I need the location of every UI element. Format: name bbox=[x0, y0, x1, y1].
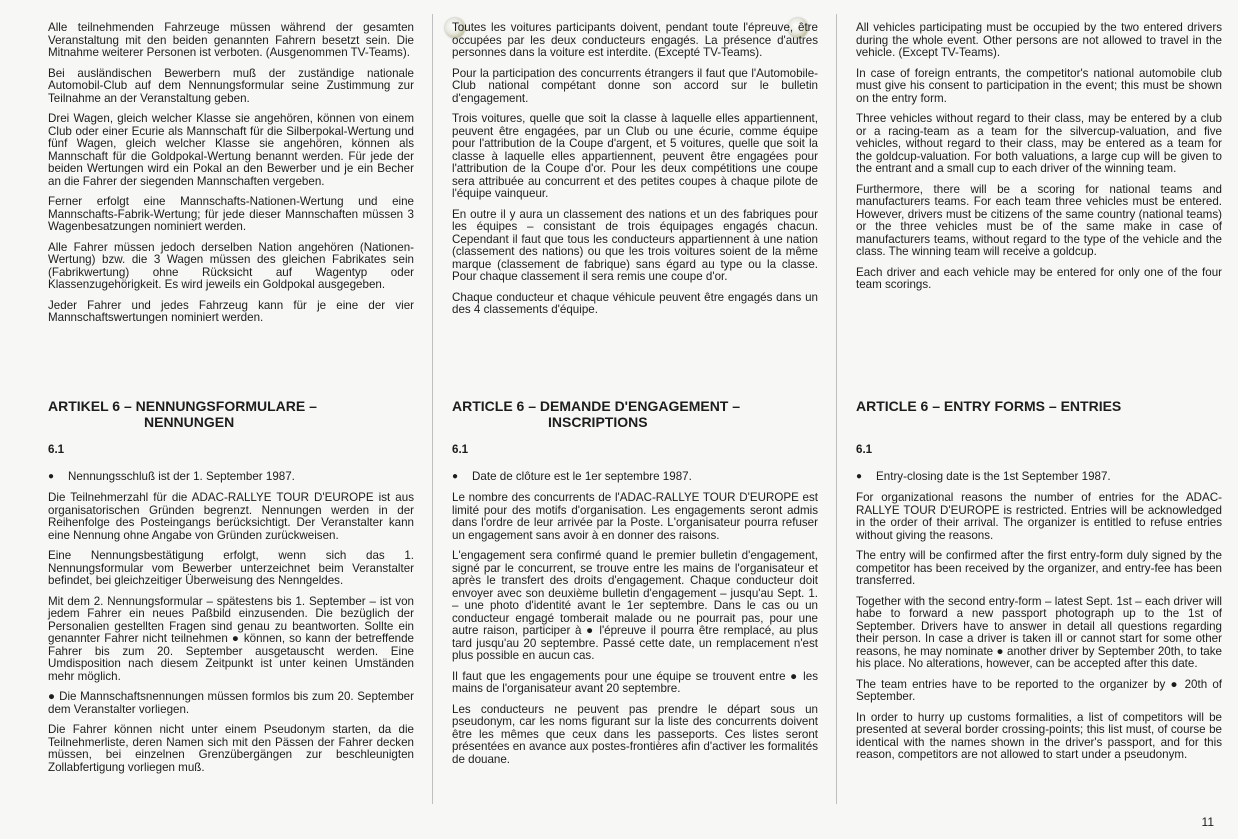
english-intro bbox=[856, 22, 1222, 372]
paragraph: Together with the second entry-form – latest Sept. 1st – each driver will habe to forward a new passport photograph up to the 1st of September. Drivers have to answer in detail all questions regarding their person. In case a driver is taken ill or cannot start for some other reasons, he may nominate ● another driver by September 20th, to take his place. No alterations, however, can be accepted after this date. bbox=[856, 594, 1222, 670]
english-column bbox=[856, 22, 1222, 770]
paragraph: Die Fahrer können nicht unter einem Pseudonym starten, da die Teilnehmerliste, deren Namen sich mit den Pässen der Fahrer decken müssen, bei einzelnen Grenzübergängen zur beschleunigten Zollabfertigung vorliegen muß. bbox=[48, 723, 414, 774]
german-intro bbox=[48, 22, 414, 372]
bullet-item: ● Entry-closing date is the 1st September 1987. bbox=[856, 471, 1222, 485]
column-divider bbox=[432, 14, 433, 804]
heading-line: ARTICLE 6 – DEMANDE D'ENGAGEMENT – bbox=[452, 398, 741, 414]
paragraph: Toutes les voitures participants doivent, pendant toute l'épreuve, être occupées par les deux conducteurs engagés. La présence d'autres personnes dans la voiture est interdite. (Excepté TV-Teams). bbox=[452, 22, 818, 59]
paragraph: Three vehicles without regard to their class, may be entered by a club or a racing-team as a team for the silvercup-valuation, and five vehicles, without regard to their class, may be entered as a team for the goldcup-valuation. For both valuations, a large cup will be given to the entrant and a small cup to each driver of the winning team. bbox=[856, 112, 1222, 175]
section-number: 6.1 bbox=[452, 443, 469, 456]
bullet-item: ● Date de clôture est le 1er septembre 1987. bbox=[452, 471, 818, 485]
heading-line: INSCRIPTIONS bbox=[548, 414, 648, 430]
french-column bbox=[452, 22, 818, 774]
paragraph: Trois voitures, quelle que soit la classe à laquelle elles appartiennent, peuvent être engagées, par un Club ou une écurie, comme équipe pour l'attribution de la Coupe d'argent, et 5 voitures, quelle que soit la classe à laquelle elles appartiennent, peuvent être engagées pour l'attribution de la Coupe d'or. Pour les deux compétitions une coupe sera attribuée au concurrent et des petites coupes à chaque pilote de l'équipe vainqueur. bbox=[452, 112, 818, 200]
paragraph: Mit dem 2. Nennungsformular – spätestens bis 1. September – ist von jedem Fahrer ein neues Paßbild einzusenden. Die bezüglich der Personalien gestellten Fragen sind genau zu beantworten. Sollte ein genannter Fahrer nicht teilnehmen ● können, so kann der betreffende Fahrer bis zum 20. September ausgetauscht werden. Eine Umdisposition nach diesem Zeitpunkt ist unter keinen Umständen mehr möglich. bbox=[48, 594, 414, 683]
paragraph: Les conducteurs ne peuvent pas prendre le départ sous un pseudonym, car les noms figurant sur la liste des concurrents doivent être les mêmes que ceux dans les passeports. Ces listes seront présentées en avance aux postes-frontières afin d'activer les formalités de douane. bbox=[452, 702, 818, 766]
bullet-item: ● Nennungsschluß ist der 1. September 1987. bbox=[48, 471, 414, 485]
heading-line: NENNUNGEN bbox=[144, 414, 235, 430]
paragraph: The entry will be confirmed after the first entry-form duly signed by the competitor has been received by the organizer, and entry-fee has been transferred. bbox=[856, 549, 1222, 587]
paragraph: In order to hurry up customs formalities, a list of competitors will be presented at several border crossing-points; this list must, of course be identical with the names shown in the driver's passport, and for this reason, competitors are not allowed to start under a pseudonym. bbox=[856, 710, 1222, 761]
article-heading bbox=[452, 398, 818, 430]
paragraph: Jeder Fahrer und jedes Fahrzeug kann für je eine der vier Mannschaftswertungen nominiert werden. bbox=[48, 298, 414, 324]
section-number: 6.1 bbox=[856, 443, 873, 456]
paragraph: For organizational reasons the number of entries for the ADAC-RALLYE TOUR D'EUROPE is restricted. Entries will be acknowledged in the order of their arrival. The organizer is entitled to refuse entries without giving the reasons. bbox=[856, 491, 1222, 542]
paragraph: In case of foreign entrants, the competitor's national automobile club must give his consent to participation in the event; this must be shown on the entry form. bbox=[856, 66, 1222, 105]
column-divider bbox=[836, 14, 837, 804]
paragraph: Drei Wagen, gleich welcher Klasse sie angehören, können von einem Club oder einer Ecurie als Mannschaft für die Silberpokal-Wertung und fünf Wagen, gleich welcher Klasse sie angehören, können als Mannschaft für die Goldpokal-Wertung benannt werden. Für jede der beiden Wertungen wird ein Pokal an den Bewerber und je ein Becher an die Fahrer der siegenden Mannschaften vergeben. bbox=[48, 112, 414, 188]
paragraph: ● Die Mannschaftsnennungen müssen formlos bis zum 20. September dem Veranstalter vorliegen. bbox=[48, 690, 414, 716]
paragraph: Furthermore, there will be a scoring for national teams and manufacturers teams. For each team three vehicles must be entered. However, drivers must be citizens of the same country (national teams) or the three vehicles must be of the same make in case of manufacturers teams, without regard to the type of the vehicle and the class. The winning team will receive a goldcup. bbox=[856, 182, 1222, 258]
paragraph: Pour la participation des concurrents étrangers il faut que l'Automobile-Club national compétant donne son accord sur le bulletin d'engagement. bbox=[452, 66, 818, 105]
paragraph: All vehicles participating must be occupied by the two entered drivers during the whole event. Other persons are not allowed to travel in the vehicle. (Except TV-Teams). bbox=[856, 22, 1222, 59]
heading-spacer bbox=[856, 414, 1222, 430]
paragraph: Bei ausländischen Bewerbern muß der zuständige nationale Automobil-Club auf dem Nennungsformular seine Zustimmung zur Teilnahme an der Veranstaltung geben. bbox=[48, 66, 414, 105]
paragraph: Die Teilnehmerzahl für die ADAC-RALLYE TOUR D'EUROPE ist aus organisatorischen Gründen begrenzt. Nennungen werden in der Reihenfolge des Posteingangs berücksichtigt. Der Veranstalter kann eine Nennung ohne Angabe von Gründen zurückweisen. bbox=[48, 491, 414, 542]
paragraph: The team entries have to be reported to the organizer by ● 20th of September. bbox=[856, 677, 1222, 703]
article-heading bbox=[48, 398, 414, 430]
paragraph: Le nombre des concurrents de l'ADAC-RALLYE TOUR D'EUROPE est limité pour des motifs d'organisation. Les engagements seront admis dans l'ordre de leur arrivée par la Poste. L'organisateur pourra refuser un engagement sans avoir à en donner des raisons. bbox=[452, 491, 818, 542]
section-number: 6.1 bbox=[48, 443, 65, 456]
paragraph: Chaque conducteur et chaque véhicule peuvent être engagés dans un des 4 classements d'équipe. bbox=[452, 290, 818, 316]
paragraph: En outre il y aura un classement des nations et un des fabriques pour les équipes – consistant de trois équipages engagés chacun. Cependant il faut que tous les conducteurs appartiennent à une nation (classement des nations) ou que les trois voitures soient de la même marque (classement de fabrique) sans égard au type ou la classe. Pour chaque classement il sera remis une coupe d'or. bbox=[452, 207, 818, 283]
french-intro bbox=[452, 22, 818, 372]
paragraph: Eine Nennungsbestätigung erfolgt, wenn sich das 1. Nennungsformular vom Bewerber unterzeichnet beim Veranstalter befindet, bei gleichzeitiger Überweisung des Nenngeldes. bbox=[48, 549, 414, 587]
paragraph: L'engagement sera confirmé quand le premier bulletin d'engagement, signé par le concurrent, se trouve entre les mains de l'organisateur et après le transfert des droits d'engagement. Chaque conducteur doit envoyer avec son deuxième bulletin d'engagement – jusqu'au Sept. 1. – une photo d'identité avant le 1er septembre. Dans le cas ou un conducteur engagé tomberait malade ou ne pourrait pas, pour une autre raison, participer à ● l'épreuve il pourra être remplacé, au plus tard jusqu'au 20 septembre. Passé cette date, un remplacement n'est plus possible en aucun cas. bbox=[452, 549, 818, 662]
heading-line: ARTIKEL 6 – NENNUNGSFORMULARE – bbox=[48, 398, 317, 414]
paragraph: Alle Fahrer müssen jedoch derselben Nation angehören (Nationen-Wertung) bzw. die 3 Wagen müssen des gleichen Fabrikates sein (Fabrikwertung) ohne Rücksicht auf Wagentyp oder Klassenzugehörigkeit. Es wird jeweils ein Goldpokal ausgegeben. bbox=[48, 240, 414, 291]
german-column bbox=[48, 22, 414, 782]
paragraph: Each driver and each vehicle may be entered for only one of the four team scorings. bbox=[856, 265, 1222, 291]
paragraph: Il faut que les engagements pour une équipe se trouvent entre ● les mains de l'organisateur avant 20 septembre. bbox=[452, 669, 818, 695]
article-heading bbox=[856, 398, 1222, 430]
paragraph: Ferner erfolgt eine Mannschafts-Nationen-Wertung und eine Mannschafts-Fabrik-Wertung; für jede dieser Mannschaften müssen 3 Wagenbesatzungen nominiert werden. bbox=[48, 195, 414, 233]
paragraph: Alle teilnehmenden Fahrzeuge müssen während der gesamten Veranstaltung mit den beiden genannten Fahrern besetzt sein. Die Mitnahme weiterer Personen ist verboten. (Ausgenommen TV-Teams). bbox=[48, 22, 414, 59]
page-number: 11 bbox=[1201, 815, 1214, 829]
heading-line: ARTICLE 6 – ENTRY FORMS – ENTRIES bbox=[856, 398, 1122, 414]
